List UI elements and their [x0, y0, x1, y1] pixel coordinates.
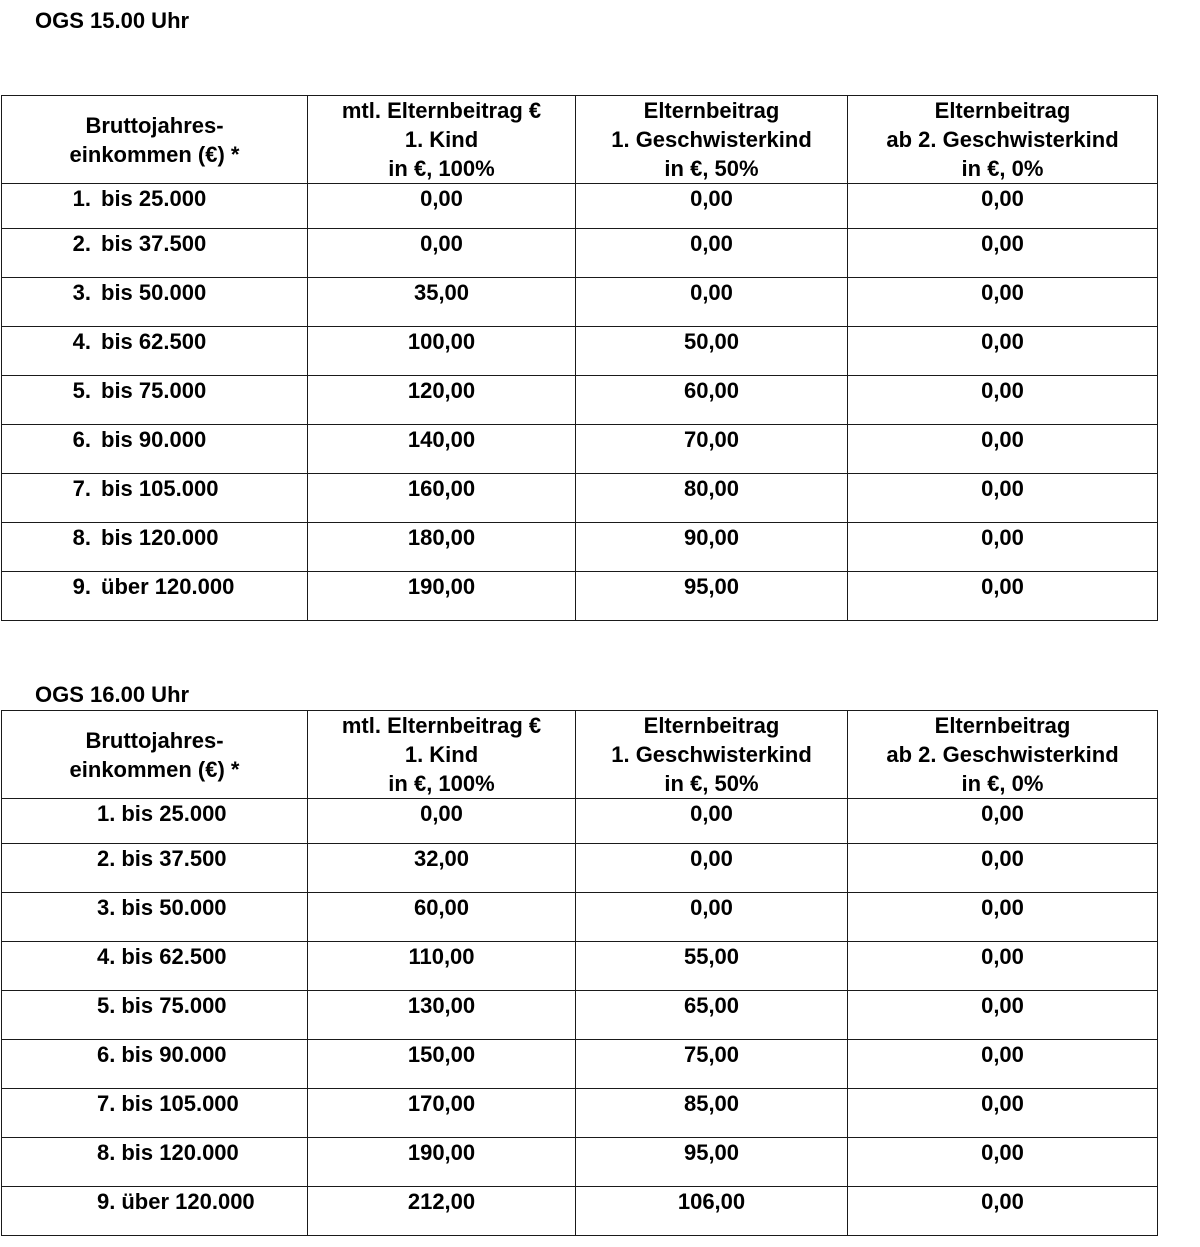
bracket-number: 3.: [72, 280, 91, 305]
income-limit: bis 90.000: [121, 1042, 227, 1067]
first-child-fee-cell: 0,00: [308, 229, 576, 278]
income-bracket-cell: [2, 376, 308, 425]
sibling-2-fee-cell: 0,00: [848, 474, 1158, 523]
bracket-number: 5.: [72, 378, 91, 403]
header-line: 1. Geschwisterkind: [611, 127, 812, 152]
header-line: ab 2. Geschwisterkind: [886, 127, 1119, 152]
income-bracket-cell: [2, 991, 308, 1040]
header-line: 1. Kind: [404, 127, 479, 152]
sibling-1-fee-cell: 95,00: [576, 572, 848, 621]
sibling-2-fee-cell: 0,00: [848, 1040, 1158, 1089]
bracket-number: 5.: [97, 993, 116, 1018]
sibling-1-fee-cell: 0,00: [576, 229, 848, 278]
section-title-ogs-16: OGS 16.00 Uhr: [35, 682, 190, 707]
income-limit: über 120.000: [121, 1189, 255, 1214]
sibling-2-fee-cell: 0,00: [848, 229, 1158, 278]
income-limit: bis 105.000: [121, 1091, 239, 1116]
header-line: in €, 50%: [664, 771, 759, 796]
income-limit: bis 25.000: [121, 801, 227, 826]
sibling-1-fee-cell: 90,00: [576, 523, 848, 572]
sibling-2-fee-cell: 0,00: [848, 893, 1158, 942]
income-limit: bis 37.500: [101, 231, 207, 256]
sibling-2-header: [848, 96, 1158, 184]
sibling-2-fee-cell: 0,00: [848, 523, 1158, 572]
table-row: [2, 184, 1158, 229]
table-row: [2, 942, 1158, 991]
sibling-2-fee-cell: 0,00: [848, 942, 1158, 991]
income-limit: bis 62.500: [101, 329, 207, 354]
sibling-2-fee-cell: 0,00: [848, 376, 1158, 425]
income-bracket-cell: [2, 844, 308, 893]
table-row: [2, 376, 1158, 425]
income-bracket-cell: [2, 474, 308, 523]
income-limit: bis 120.000: [101, 525, 219, 550]
section-title-ogs-15: OGS 15.00 Uhr: [35, 8, 190, 33]
first-child-fee-cell: 190,00: [308, 1138, 576, 1187]
sibling-1-fee-cell: 106,00: [576, 1187, 848, 1236]
header-line: in €, 50%: [664, 156, 759, 181]
header-line: 1. Kind: [404, 742, 479, 767]
income-bracket-cell: [2, 184, 308, 229]
income-bracket-cell: [2, 229, 308, 278]
table-row: [2, 1089, 1158, 1138]
income-limit: bis 75.000: [101, 378, 207, 403]
income-bracket-cell: [2, 1187, 308, 1236]
first-child-fee-cell: 100,00: [308, 327, 576, 376]
income-bracket-cell: [2, 278, 308, 327]
bracket-number: 2.: [97, 846, 116, 871]
table-row: [2, 1138, 1158, 1187]
income-limit: bis 50.000: [101, 280, 207, 305]
sibling-1-fee-cell: 65,00: [576, 991, 848, 1040]
table-row: [2, 229, 1158, 278]
sibling-2-fee-cell: 0,00: [848, 327, 1158, 376]
header-line: mtl. Elternbeitrag €: [341, 713, 542, 738]
header-line: Elternbeitrag: [934, 98, 1071, 123]
income-bracket-cell: [2, 942, 308, 991]
first-child-fee-cell: 170,00: [308, 1089, 576, 1138]
table-header-row: [2, 96, 1158, 184]
income-bracket-cell: [2, 1040, 308, 1089]
header-line: in €, 100%: [388, 771, 495, 796]
sibling-1-fee-cell: 60,00: [576, 376, 848, 425]
sibling-2-fee-cell: 0,00: [848, 1187, 1158, 1236]
income-bracket-cell: [2, 799, 308, 844]
header-line: ab 2. Geschwisterkind: [886, 742, 1119, 767]
sibling-1-fee-cell: 70,00: [576, 425, 848, 474]
header-line: Bruttojahres-: [85, 727, 224, 753]
header-line: in €, 100%: [388, 156, 495, 181]
header-line: einkommen (€) *: [69, 141, 240, 167]
first-child-fee-cell: 32,00: [308, 844, 576, 893]
sibling-1-fee-cell: 0,00: [576, 799, 848, 844]
first-child-fee-cell: 130,00: [308, 991, 576, 1040]
first-child-fee-cell: 180,00: [308, 523, 576, 572]
fee-table-ogs-16: [1, 710, 1158, 1236]
table-row: [2, 523, 1158, 572]
first-child-fee-cell: 160,00: [308, 474, 576, 523]
sibling-2-fee-cell: 0,00: [848, 572, 1158, 621]
header-line: 1. Geschwisterkind: [611, 742, 812, 767]
sibling-2-fee-cell: 0,00: [848, 799, 1158, 844]
table-header-row: [2, 711, 1158, 799]
header-line: mtl. Elternbeitrag €: [341, 98, 542, 123]
bracket-number: 4.: [97, 944, 116, 969]
table-row: [2, 799, 1158, 844]
sibling-2-fee-cell: 0,00: [848, 1089, 1158, 1138]
first-child-header: [308, 711, 576, 799]
sibling-1-fee-cell: 0,00: [576, 184, 848, 229]
bracket-number: 3.: [97, 895, 116, 920]
income-bracket-cell: [2, 572, 308, 621]
bracket-number: 4.: [72, 329, 91, 354]
sibling-1-fee-cell: 0,00: [576, 893, 848, 942]
header-line: Elternbeitrag: [643, 98, 780, 123]
income-header: [2, 96, 308, 184]
header-line: Elternbeitrag: [934, 713, 1071, 738]
bracket-number: 9.: [72, 574, 91, 599]
income-limit: bis 120.000: [121, 1140, 239, 1165]
table-row: [2, 327, 1158, 376]
header-line: in €, 0%: [961, 156, 1044, 181]
sibling-2-fee-cell: 0,00: [848, 1138, 1158, 1187]
header-line: Bruttojahres-: [85, 112, 224, 138]
income-bracket-cell: [2, 523, 308, 572]
sibling-1-fee-cell: 95,00: [576, 1138, 848, 1187]
sibling-1-fee-cell: 85,00: [576, 1089, 848, 1138]
header-line: in €, 0%: [961, 771, 1044, 796]
sibling-1-fee-cell: 80,00: [576, 474, 848, 523]
income-bracket-cell: [2, 327, 308, 376]
table-row: [2, 893, 1158, 942]
first-child-fee-cell: 190,00: [308, 572, 576, 621]
sibling-2-fee-cell: 0,00: [848, 278, 1158, 327]
income-limit: bis 90.000: [101, 427, 207, 452]
bracket-number: 6.: [72, 427, 91, 452]
sibling-1-fee-cell: 50,00: [576, 327, 848, 376]
first-child-fee-cell: 140,00: [308, 425, 576, 474]
bracket-number: 8.: [72, 525, 91, 550]
income-limit: bis 75.000: [121, 993, 227, 1018]
sibling-1-fee-cell: 55,00: [576, 942, 848, 991]
first-child-fee-cell: 150,00: [308, 1040, 576, 1089]
sibling-2-fee-cell: 0,00: [848, 425, 1158, 474]
table-row: [2, 991, 1158, 1040]
sibling-2-fee-cell: 0,00: [848, 844, 1158, 893]
bracket-number: 1.: [72, 186, 91, 211]
first-child-fee-cell: 110,00: [308, 942, 576, 991]
sibling-1-fee-cell: 0,00: [576, 844, 848, 893]
sibling-1-header: [576, 711, 848, 799]
income-bracket-cell: [2, 425, 308, 474]
sibling-2-header: [848, 711, 1158, 799]
first-child-fee-cell: 35,00: [308, 278, 576, 327]
first-child-fee-cell: 60,00: [308, 893, 576, 942]
fee-table-ogs-15: [1, 95, 1158, 621]
income-limit: bis 62.500: [121, 944, 227, 969]
first-child-fee-cell: 0,00: [308, 799, 576, 844]
income-limit: bis 25.000: [101, 186, 207, 211]
table-row: [2, 1187, 1158, 1236]
bracket-number: 8.: [97, 1140, 116, 1165]
sibling-2-fee-cell: 0,00: [848, 184, 1158, 229]
bracket-number: 1.: [97, 801, 116, 826]
bracket-number: 6.: [97, 1042, 116, 1067]
first-child-fee-cell: 212,00: [308, 1187, 576, 1236]
bracket-number: 2.: [72, 231, 91, 256]
income-bracket-cell: [2, 1089, 308, 1138]
sibling-1-fee-cell: 0,00: [576, 278, 848, 327]
income-header: [2, 711, 308, 799]
first-child-fee-cell: 0,00: [308, 184, 576, 229]
table-row: [2, 572, 1158, 621]
table-row: [2, 425, 1158, 474]
income-bracket-cell: [2, 1138, 308, 1187]
sibling-1-fee-cell: 75,00: [576, 1040, 848, 1089]
income-bracket-cell: [2, 893, 308, 942]
first-child-header: [308, 96, 576, 184]
income-limit: über 120.000: [101, 574, 235, 599]
table-row: [2, 1040, 1158, 1089]
table-row: [2, 474, 1158, 523]
bracket-number: 7.: [72, 476, 91, 501]
income-limit: bis 50.000: [121, 895, 227, 920]
table-row: [2, 278, 1158, 327]
income-limit: bis 37.500: [121, 846, 227, 871]
sibling-1-header: [576, 96, 848, 184]
bracket-number: 9.: [97, 1189, 116, 1214]
first-child-fee-cell: 120,00: [308, 376, 576, 425]
bracket-number: 7.: [97, 1091, 116, 1116]
income-limit: bis 105.000: [101, 476, 219, 501]
table-row: [2, 844, 1158, 893]
sibling-2-fee-cell: 0,00: [848, 991, 1158, 1040]
header-line: Elternbeitrag: [643, 713, 780, 738]
header-line: einkommen (€) *: [69, 756, 240, 782]
